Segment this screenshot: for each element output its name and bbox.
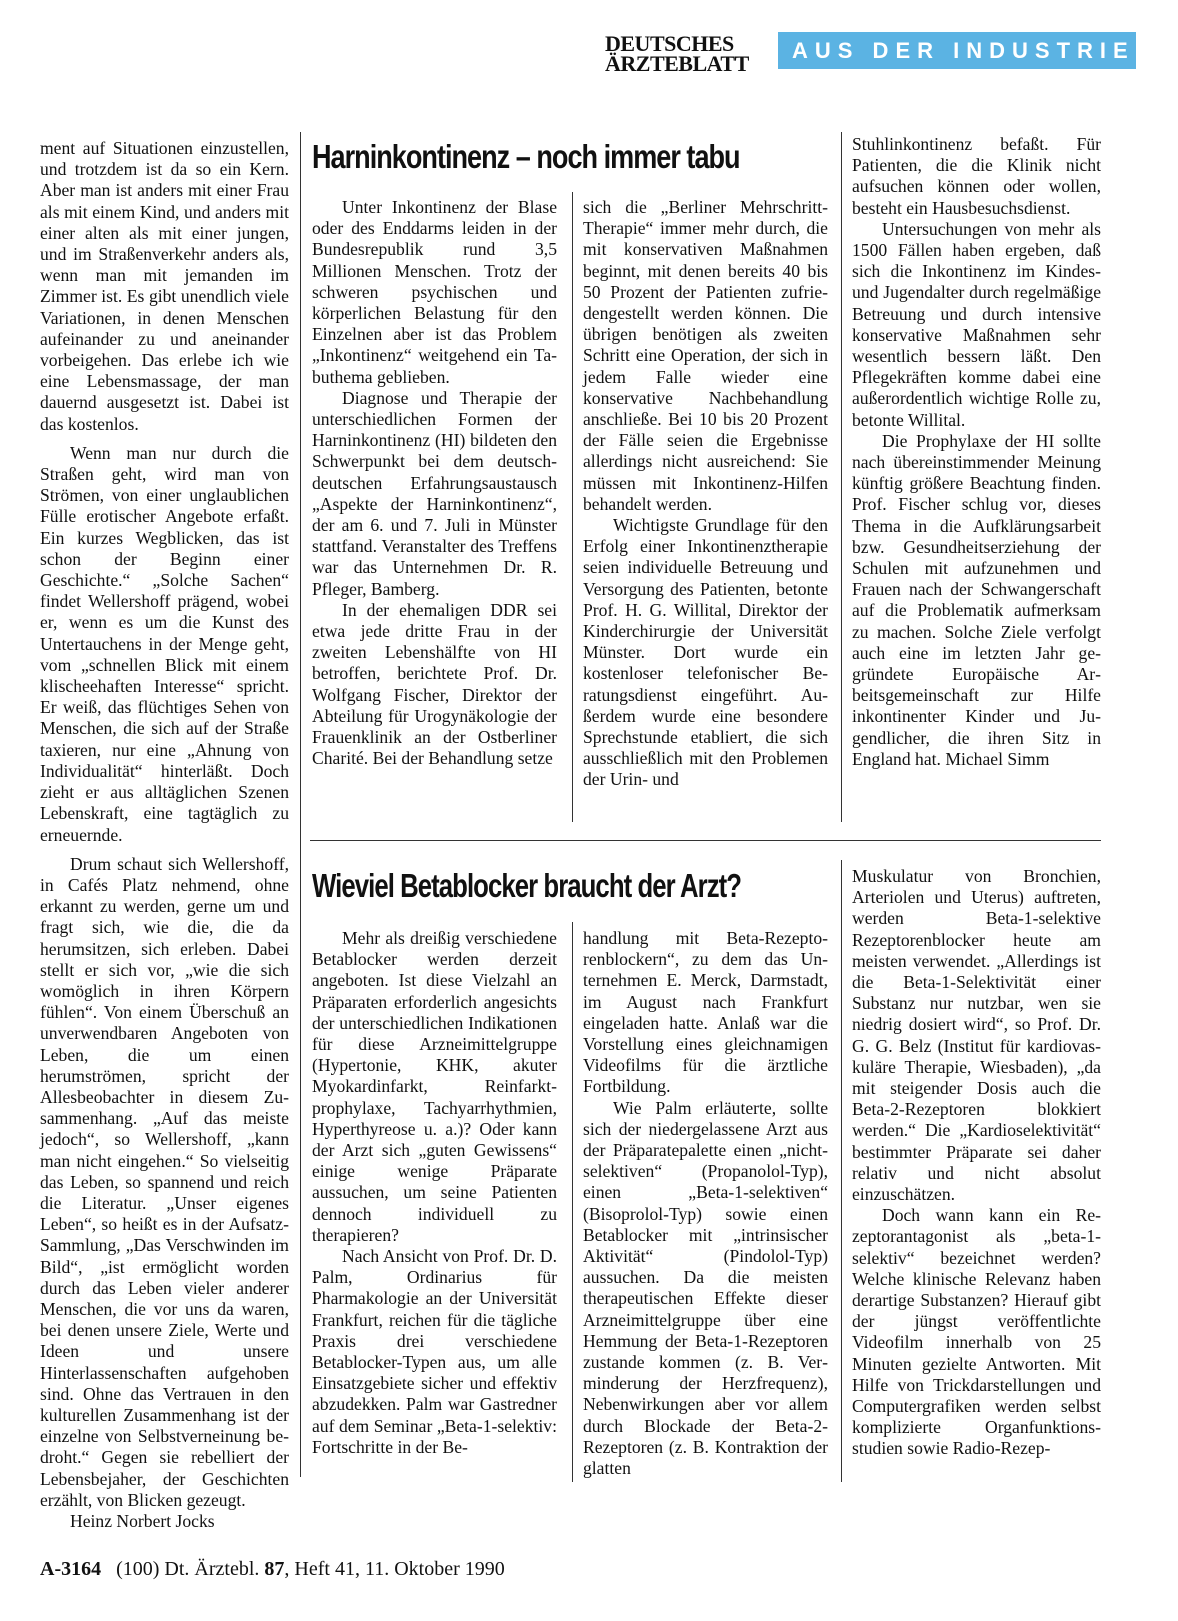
- left-paragraph: Wenn man nur durch die Straßen geht, wird man von Strömen, von einer unglaublichen Fülle erotischer Angebote erfaßt. Ein kurzes Wegblicken, das ist schon der Beginn einer Geschichte.“ „Solche Sachen“ findet Wellershoff prägend, wobei er, wenn es um die Kunst des Untertauchens in der Menge geht, vom „schnellen Blick mit einem klischeehaften Interesse“ spricht. Er weiß, das flüchtiges Sehen von Menschen, die sich auf der Straße taxieren, nur eine „Ahnung von Individualität“ hinterläßt. Doch zieht er aus alltäglichen Szenen Lebenskraft, eine tagtäglich zu erneuernde.: [40, 442, 289, 845]
- article2-column-1: [312, 928, 557, 1458]
- article2-paragraph: Nach Ansicht von Prof. Dr. D. Palm, Ordinarius für Pharmakologie an der Universität Frankfurt, reichen für die tägliche Praxis drei verschiedene Betablocker-Typen aus, um alle Einsatzgebiete sicher und effektiv abzudekken. Palm war Gastredner auf dem Seminar „Beta-1-selektiv: Fortschritte in der Be-: [312, 1246, 557, 1457]
- column-divider: [572, 922, 573, 1482]
- page-footer: [40, 1558, 505, 1581]
- left-signature: Heinz Norbert Jocks: [70, 1511, 215, 1531]
- article1-column-1: [312, 197, 557, 769]
- article1-paragraph: Die Prophylaxe der HI sollte nach übereinstimmender Meinung künftig größere Beachtung finden. Prof. Fischer schlug vor, dieses Thema in die Aufklärungsarbeit bzw. Gesundheitserziehung der Schulen mit aufzunehmen und Frauen nach der Schwangerschaft auf die Problematik aufmerksam zu machen. Solche Ziele verfolgt auch eine im letzten Jahr gegründete Europäische Arbeitsgemeinschaft zur Hilfe inkontinenter Kinder und Jugendlicher, die ihren Sitz in England hat. Michael Simm: [852, 430, 1101, 769]
- article2-paragraph: Wie Palm erläuterte, sollte sich der niedergelassene Arzt aus der Präparatepalette einen „nicht-selektiven“ (Propanolol-Typ), einen „Beta-1-selektiven“ (Bisoprolol-Typ) sowie einen Betablocker mit „intrinsischer Aktivität“ (Pindolol-Typ) aussuchen. Da die meisten therapeutischen Effekte dieser Arzneimittelgruppe über eine Hemmung der Beta-1-Rezeptoren zustande kommen (z. B. Verminderung der Herzfrequenz), Nebenwirkungen aber vor allem durch Blockade der Beta-2-Rezeptoren (z. B. Kontraktion der glatten: [583, 1097, 828, 1479]
- column-divider: [841, 132, 842, 822]
- section-banner: AUS DER INDUSTRIE: [778, 32, 1136, 69]
- issue-date: , Heft 41, 11. Oktober 1990: [284, 1558, 505, 1580]
- column-divider: [572, 192, 573, 822]
- page-code: A-3164: [40, 1558, 102, 1580]
- article-separator: [310, 840, 1101, 841]
- article1-paragraph: Stuhlinkontinenz befaßt. Für Patienten, die die Klinik nicht aufsuchen können oder wollen, besteht ein Hausbesuchsdienst.: [852, 134, 1101, 218]
- article2-paragraph: Mehr als dreißig verschiedene Betablocker werden derzeit angeboten. Ist diese Vielzahl an Präparaten erforderlich angesichts der unterschiedlichen Indikationen für diese Arzneimittelgruppe (Hypertonie, KHK, akuter Myokardinfarkt, Reinfarktprophylaxe, Tachyarrhythmien, Hyperthyreose u. a.)? Oder kann der Arzt sich „guten Gewissens“ einige wenige Präparate aussuchen, um seine Patienten dennoch individuell zu therapieren?: [312, 928, 557, 1245]
- article1-column-2: [583, 197, 828, 791]
- article2-column-2: [583, 928, 828, 1479]
- article1-paragraph: In der ehemaligen DDR sei etwa jede dritte Frau in der zweiten Lebenshälfte von HI betroffen, berichtete Prof. Dr. Wolfgang Fischer, Direktor der Abteilung für Urogynäkologie der Frauenklinik an der Ostberliner Charité. Bei der Behandlung setze: [312, 599, 557, 769]
- article1-paragraph: Unter Inkontinenz der Blase oder des Enddarms leiden in der Bundesrepublik rund 3,5 Millionen Menschen. Trotz der schweren psychischen und körperlichen Belastung für den Einzelnen aber ist das Problem „Inkontinenz“ weitgehend ein Tabuthema geblieben.: [312, 197, 557, 387]
- article2-column-3: [852, 866, 1101, 1460]
- article2-paragraph: handlung mit Beta-Rezeptorenblockern“, zu dem das Unternehmen E. Merck, Darmstadt, im August nach Frankfurt eingeladen hatte. Anlaß war die Vorstellung eines gleichnamigen Videofilms für die ärztliche Fortbildung.: [583, 928, 828, 1097]
- page-number: (100) Dt. Ärztebl.: [116, 1558, 260, 1580]
- left-paragraph: Drum schaut sich Wellershoff, in Cafés Platz nehmend, ohne erkannt zu werden, gerne um und fragt sich, wie die, die da herumsitzen, sich erleben. Dabei stellt er sich vor, „wie die sich womöglich in ihren Körpern fühlen“. Von einem Überschuß an unverwendbaren Angeboten von Leben, die um einen herumströmen, spricht der Allesbeobachter in diesem Zusammenhang. „Auf das meiste jedoch“, so Wellershoff, „kann man nicht eingehen.“ So vielseitig das Leben, so spannend und reich die Literatur. „Unser eigenes Leben“, so heißt es in der Aufsatz-Sammlung, „Das Verschwinden im Bild“, „ist ermöglicht worden durch das Leben vieler anderer Menschen, die vor uns da waren, bei denen unsere Ziele, Werte und Ideen und unsere Hinterlassenschaften aufgehoben sind. Ohne das Vertrauen in den kulturellen Zusammenhang ist der einzelne von Selbstverneinung bedroht.“ Gegen sie rebelliert der Lebensbejaher, der Geschichten erzählt, von Blicken gezeugt.: [40, 853, 289, 1510]
- journal-logo: [605, 31, 750, 76]
- left-column: [40, 138, 289, 1532]
- article-headline: Harninkontinenz – noch immer tabu: [312, 138, 740, 175]
- article2-paragraph: Muskulatur von Bronchien, Arteriolen und Uterus) auftreten, werden Beta-1-selektive Rezeptorenblocker heute am meisten verwendet. „Allerdings ist die Beta-1-Selektivität einer Substanz nur nutzbar, wen sie niedrig dosiert wird“, so Prof. Dr. G. G. Belz (Institut für kardiovaskuläre Therapie, Wiesbaden), „da mit steigender Dosis auch die Beta-2-Rezeptoren blokkiert werden.“ Die „Kardioselektivität“ bestimmter Präparate sei daher relativ und nicht absolut einzuschätzen.: [852, 866, 1101, 1205]
- article1-paragraph: Wichtigste Grundlage für den Erfolg einer Inkontinenztherapie seien individuelle Betreuung und Versorgung des Patienten, betonte Prof. H. G. Willital, Direktor der Kinderchirurgie der Universität Münster. Dort wurde ein kostenloser telefonischer Beratungsdienst eingeführt. Außerdem wurde eine besondere Sprechstunde etabliert, die sich ausschließlich mit den Problemen der Urin- und: [583, 515, 828, 790]
- article1-column-3: [852, 134, 1101, 770]
- article1-paragraph: Untersuchungen von mehr als 1500 Fällen haben ergeben, daß sich die Inkontinenz im Kindes- und Jugendalter durch regelmäßige Betreuung und durch intensive konservative Maßnahmen sehr wesentlich bessern läßt. Den Pflegekräften komme dabei eine außerordentlich wichtige Rolle zu, betonte Willital.: [852, 218, 1101, 430]
- logo-line-2: ÄRZTEBLATT: [605, 51, 749, 76]
- article-headline: Wieviel Betablocker braucht der Arzt?: [312, 867, 742, 904]
- left-paragraph: ment auf Situationen einzustellen, und trotzdem ist da so ein Kern. Aber man ist anders mit einer Frau als mit einem Kind, und anders mit einer alten als mit einer jungen, und im Straßenverkehr anders als, wenn man mit jemanden im Zimmer ist. Es gibt unendlich viele Variationen, in denen Menschen aufeinander zu und aneinander vorbeigehen. Das erlebe ich wie eine Lebensmassage, der man dauernd ausgesetzt ist. Dabei ist das kostenlos.: [40, 138, 289, 434]
- volume-number: 87: [264, 1558, 285, 1580]
- column-divider: [841, 860, 842, 1482]
- article2-paragraph: Doch wann kann ein Rezeptorantagonist als „beta-1-selektiv“ bezeichnet werden? Welche klinische Relevanz haben derartige Substanzen? Hierauf gibt der jüngst veröffentlichte Videofilm innerhalb von 25 Minuten gezielte Antworten. Mit Hilfe von Trickdarstellungen und Computergrafiken werden selbst komplizierte Organfunktionsstudien sowie Radio-Rezep-: [852, 1205, 1101, 1459]
- article1-paragraph: sich die „Berliner Mehrschritt-Therapie“ immer mehr durch, die mit konservativen Maßnahmen beginnt, mit denen bereits 40 bis 50 Prozent der Patienten zufriedengestellt werden können. Die übrigen benötigen als zweiten Schritt eine Operation, der sich in jedem Falle wieder eine konservative Nachbehandlung anschließe. Bei 10 bis 20 Prozent der Fälle seien die Ergebnisse allerdings nicht ausreichend: Sie müssen mit Inkontinenz-Hilfen behandelt werden.: [583, 197, 828, 514]
- article1-paragraph: Diagnose und Therapie der unterschiedlichen Formen der Harninkontinenz (HI) bildeten den Schwerpunkt bei dem deutsch-deutschen Erfahrungsaustausch „Aspekte der Harninkontinenz“, der am 6. und 7. Juli in Münster stattfand. Veranstalter des Treffens war das Unternehmen Dr. R. Pfleger, Bamberg.: [312, 387, 557, 599]
- column-divider: [300, 132, 301, 1477]
- logo-line-1: DEUTSCHES: [605, 31, 734, 56]
